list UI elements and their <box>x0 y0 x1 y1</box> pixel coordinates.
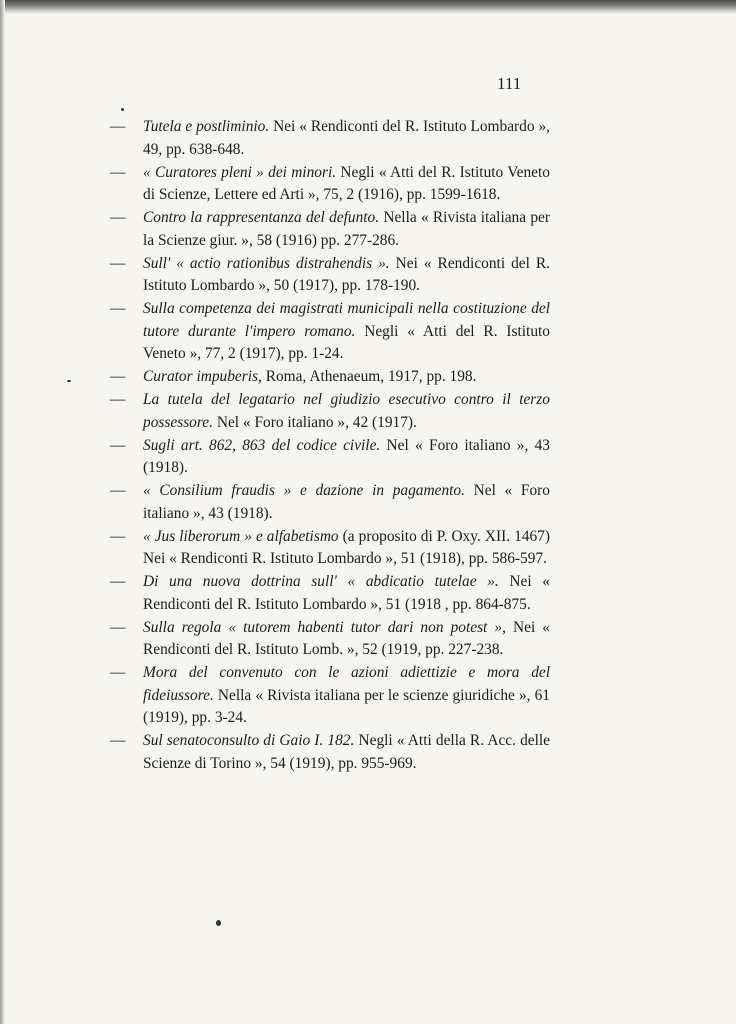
entry-title: Curator impuberis, <box>143 368 262 385</box>
list-item <box>110 366 550 389</box>
list-item <box>110 435 550 480</box>
entry-dash: — <box>110 300 126 317</box>
entry-title: Sull' « actio rationibus distrahendis ». <box>143 254 390 272</box>
bibliography-list <box>110 116 550 776</box>
entry-citation: Negli « Atti della R. Acc. delle Scienze di Torino », 54 (1919), pp. 955-969. <box>143 732 551 772</box>
entry-citation: Nel « Foro italiano », 43 (1918). <box>143 482 550 522</box>
entry-title: La tutela del legatario nel giudizio esecutivo contro il terzo possessore. <box>143 391 550 431</box>
ink-speck <box>216 920 221 926</box>
list-item <box>110 730 550 775</box>
entry-citation: Negli « Atti del R. Istituto Veneto di Scienze, Lettere ed Arti », 75, 2 (1916), pp. 1599-1618. <box>143 163 550 203</box>
scan-top-edge <box>0 0 736 14</box>
list-item <box>110 162 550 207</box>
entry-title: Di una nuova dottrina sull' « abdicatio tutelae ». <box>143 573 499 590</box>
entry-title: Sugli art. 862, 863 del codice civile. <box>143 436 381 454</box>
list-item <box>110 207 550 252</box>
list-item <box>110 116 550 161</box>
entry-dash: — <box>110 482 126 499</box>
scan-left-edge <box>0 0 5 1024</box>
entry-citation: Nel « Foro italiano », 42 (1917). <box>212 413 417 431</box>
entry-dash: — <box>110 618 126 636</box>
entry-title: « Jus liberorum » e alfabetismo <box>143 527 339 545</box>
entry-citation: (a proposito di P. Oxy. XII. 1467) Nei « Rendiconti R. Istituto Lombardo », 51 (1918), pp. 586-597. <box>143 527 550 567</box>
entry-title: Contro la rappresentanza del defunto. <box>143 209 380 226</box>
entry-dash: — <box>110 254 126 272</box>
ink-speck <box>67 380 71 382</box>
entry-title: « Consilium fraudis » e dazione in pagamento. <box>143 482 465 499</box>
entry-citation: Roma, Athenaeum, 1917, pp. 198. <box>261 368 477 385</box>
entry-dash: — <box>110 664 126 681</box>
ink-speck <box>121 108 124 111</box>
entry-citation: Negli « Atti del R. Istituto Veneto », 77, 2 (1917), pp. 1-24. <box>143 322 551 362</box>
entry-dash: — <box>110 209 126 226</box>
entry-citation: Nei « Rendiconti del R. Istituto Lombardo », 51 (1918 , pp. 864-875. <box>143 573 550 613</box>
list-item <box>110 389 550 434</box>
list-item <box>110 298 550 366</box>
list-item <box>110 526 550 571</box>
list-item <box>110 617 550 662</box>
entry-title: « Curatores pleni » dei minori. <box>143 163 337 181</box>
entry-dash: — <box>110 163 126 181</box>
entry-dash: — <box>110 391 126 408</box>
list-item <box>110 480 550 525</box>
entry-citation: Nella « Rivista italiana per le scienze giuridiche », 61 (1919), pp. 3-24. <box>143 686 550 726</box>
entry-dash: — <box>110 368 126 385</box>
list-item <box>110 662 550 730</box>
entry-citation: Nei « Rendiconti del R. Istituto Lombardo », 50 (1917), pp. 178-190. <box>143 254 551 294</box>
entry-citation: Nei « Rendiconti del R. Istituto Lombardo », 49, pp. 638-648. <box>143 118 550 158</box>
list-item <box>110 253 550 298</box>
entry-title: Sul senatoconsulto di Gaio I. 182. <box>143 732 355 749</box>
entry-title: Tutela e postliminio. <box>143 118 270 135</box>
entry-dash: — <box>110 573 126 590</box>
entry-citation: Nel « Foro italiano », 43 (1918). <box>143 436 551 476</box>
entry-dash: — <box>110 118 126 135</box>
entry-dash: — <box>110 436 126 454</box>
entry-citation: Nella « Rivista italiana per la Scienze giur. », 58 (1916) pp. 277-286. <box>143 209 550 249</box>
entry-dash: — <box>110 732 126 749</box>
entry-citation: Nei « Rendiconti del R. Istituto Lomb. », 52 (1919, pp. 227-238. <box>143 618 550 658</box>
entry-dash: — <box>110 527 126 545</box>
list-item <box>110 571 550 616</box>
page-number: 111 <box>497 74 522 93</box>
entry-title: Sulla competenza dei magistrati municipali nella costituzione del tutore durante l'impero romano. <box>143 300 550 340</box>
entry-title: Sulla regola « tutorem habenti tutor dari non potest », <box>143 618 506 636</box>
entry-title: Mora del convenuto con le azioni adiettizie e mora del fideiussore. <box>143 664 550 704</box>
